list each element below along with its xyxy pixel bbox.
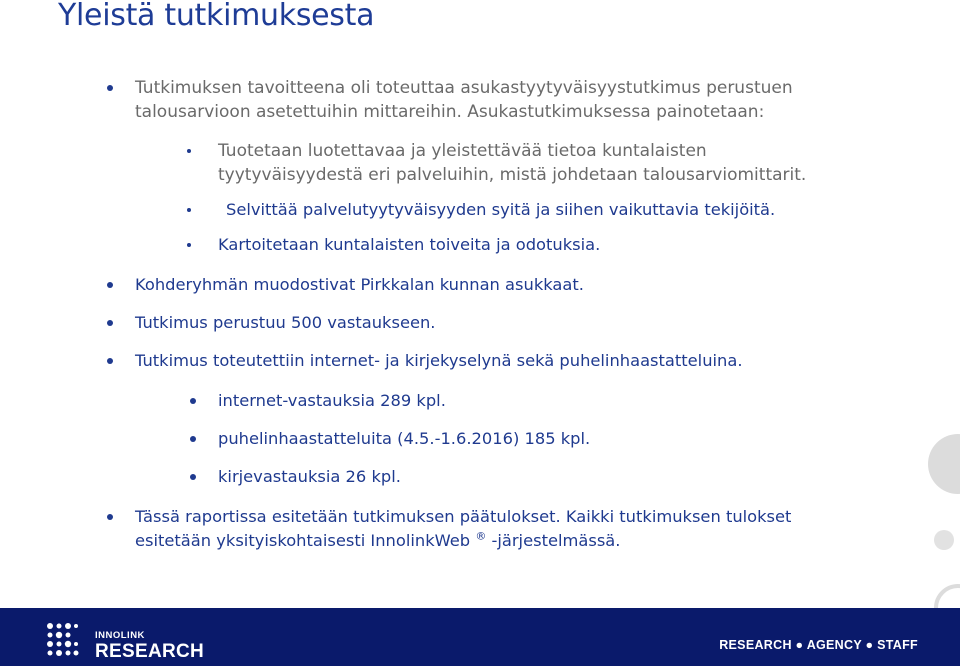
bullet-line: tyytyväisyydestä eri palveluihin, mistä johdetaan talousarviomittarit. bbox=[218, 165, 807, 185]
bullet-item bbox=[135, 505, 791, 553]
bullet-item bbox=[135, 273, 584, 297]
bullet-dot-icon bbox=[190, 436, 196, 442]
bullet-item bbox=[135, 311, 435, 335]
innolink-logo-icon bbox=[46, 622, 80, 658]
bullet-line: Selvittää palvelutyytyväisyyden syitä ja siihen vaikuttavia tekijöitä. bbox=[226, 200, 776, 219]
bullet-dot-icon bbox=[187, 208, 191, 212]
bullet-dot-icon bbox=[107, 85, 113, 91]
bullet-line: talousarvioon asetettuihin mittareihin. Asukastutkimuksessa painotetaan: bbox=[135, 102, 765, 122]
bullet-item bbox=[135, 76, 793, 124]
bullet-item bbox=[135, 349, 743, 373]
sub-bullet-item bbox=[218, 139, 806, 187]
bullet-line-tail: -järjestelmässä. bbox=[486, 531, 621, 550]
bullet-line: Tuotetaan luotettavaa ja yleistettävää tietoa kuntalaisten bbox=[218, 141, 707, 161]
sub-bullet-item bbox=[218, 465, 401, 489]
logo-research-text: RESEARCH bbox=[95, 641, 205, 662]
bullet-line: Kartoitetaan kuntalaisten toiveita ja odotuksia. bbox=[218, 235, 601, 254]
logo-innolink-text: INNOLINK bbox=[95, 630, 145, 641]
bullet-dot-icon bbox=[187, 149, 191, 153]
bullet-dot-icon bbox=[107, 358, 113, 364]
bullet-line: Kohderyhmän muodostivat Pirkkalan kunnan asukkaat. bbox=[135, 275, 584, 294]
bullet-dot-icon bbox=[107, 514, 113, 520]
bullet-line: Tutkimus toteutettiin internet- ja kirjekyselynä sekä puhelinhaastatteluina. bbox=[135, 351, 743, 370]
registered-mark: ® bbox=[475, 529, 487, 543]
decorative-circles bbox=[880, 420, 960, 620]
bullet-dot-icon bbox=[190, 474, 196, 480]
bullet-line: Tutkimuksen tavoitteena oli toteuttaa asukastyytyväisyystutkimus perustuen bbox=[135, 78, 793, 98]
footer-tagline: RESEARCH ● AGENCY ● STAFF bbox=[719, 638, 918, 652]
bullet-line: kirjevastauksia 26 kpl. bbox=[218, 467, 401, 486]
sub-bullet-item bbox=[218, 389, 446, 413]
bullet-dot-icon bbox=[190, 398, 196, 404]
sub-bullet-item bbox=[218, 427, 590, 451]
bullet-line: puhelinhaastatteluita (4.5.-1.6.2016) 185 kpl. bbox=[218, 429, 591, 448]
bullet-line: Tutkimus perustuu 500 vastaukseen. bbox=[135, 313, 436, 332]
bullet-dot-icon bbox=[107, 320, 113, 326]
bullet-line: internet-vastauksia 289 kpl. bbox=[218, 391, 446, 410]
sub-bullet-item bbox=[218, 233, 600, 257]
slide-title: Yleistä tutkimuksesta bbox=[58, 0, 375, 33]
sub-bullet-item bbox=[226, 198, 775, 222]
bullet-line bbox=[135, 529, 791, 553]
bullet-dot-icon bbox=[107, 282, 113, 288]
bullet-line: Tässä raportissa esitetään tutkimuksen päätulokset. Kaikki tutkimuksen tulokset bbox=[135, 507, 792, 526]
footer-bar bbox=[0, 608, 960, 666]
bullet-dot-icon bbox=[187, 243, 191, 247]
bullet-line-text: esitetään yksityiskohtaisesti InnolinkWeb bbox=[135, 531, 471, 550]
